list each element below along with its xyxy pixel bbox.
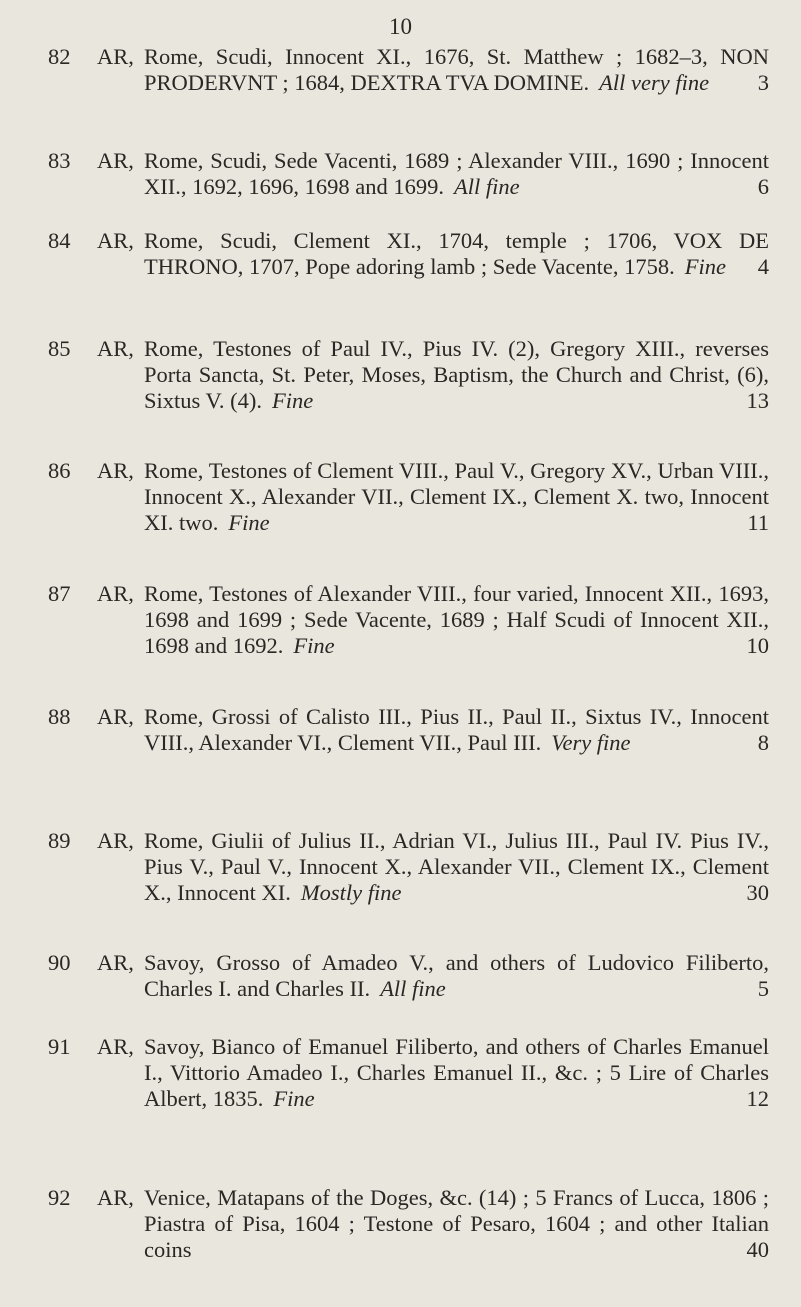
lot-price: 12 [746, 1086, 769, 1111]
lot-number: 92 [48, 1185, 71, 1210]
lot-description [144, 458, 769, 536]
lot-description [144, 1034, 769, 1112]
lot-number: 90 [48, 950, 71, 975]
lot-grade: Mostly fine [300, 880, 402, 905]
lot-number: 86 [48, 458, 71, 483]
lot-description [144, 828, 769, 906]
lot-grade: Fine [273, 1086, 315, 1111]
lot-grade: Fine [293, 633, 335, 658]
lot-grade: Fine [228, 510, 270, 535]
lot-price: 10 [746, 633, 769, 658]
lot-grade: Fine [271, 388, 314, 413]
lot-description [144, 148, 769, 200]
lot-text: Venice, Matapans of the Doges, &c. (14) ; 5 Francs of Lucca, 1806 ; Piastra of Pisa, 1604 ; Testone of Pesaro, 1604 ; and other Italian coins [144, 1185, 769, 1262]
lot-price: 3 [757, 70, 769, 95]
lot-metal: AR, [97, 44, 134, 69]
lot-number: 88 [48, 704, 71, 729]
lot-metal: AR, [97, 704, 134, 729]
lot-number: 85 [48, 336, 71, 361]
lot-grade: All fine [380, 976, 446, 1001]
lot-entry [0, 458, 801, 536]
lot-text: Rome, Testones of Clement VIII., Paul V., Gregory XV., Urban VIII., Innocent X., Alexander VII., Clement IX., Clement X. two, Innocent XI. two. [144, 458, 769, 535]
lot-metal: AR, [97, 950, 134, 975]
lot-number: 87 [48, 581, 71, 606]
lot-text: Rome, Testones of Alexander VIII., four varied, Innocent XII., 1693, 1698 and 1699 ; Sede Vacente, 1689 ; Half Scudi of Innocent XII., 1698 and 1692. [144, 581, 769, 658]
lot-description [144, 44, 769, 96]
lot-entry [0, 336, 801, 414]
lot-metal: AR, [97, 1185, 134, 1210]
lot-metal: AR, [97, 1034, 134, 1059]
lot-number: 84 [48, 228, 71, 253]
lot-entry [0, 148, 801, 200]
lot-metal: AR, [97, 148, 134, 173]
lot-entry [0, 950, 801, 1002]
lot-number: 83 [48, 148, 71, 173]
lot-text: Rome, Grossi of Calisto III., Pius II., Paul II., Sixtus IV., Innocent VIII., Alexander VI., Clement VII., Paul III. [144, 704, 769, 755]
lot-price: 8 [757, 730, 769, 755]
lot-number: 91 [48, 1034, 71, 1059]
lot-grade: Very fine [551, 730, 631, 755]
lot-description [144, 336, 769, 414]
lot-text: Savoy, Grosso of Amadeo V., and others of Ludovico Filiberto, Charles I. and Charles II. [144, 950, 769, 1001]
lot-text: Rome, Scudi, Clement XI., 1704, temple ; 1706, VOX DE THRONO, 1707, Pope adoring lamb ; Sede Vacente, 1758. [144, 228, 769, 279]
lot-price: 30 [746, 880, 769, 905]
lot-entry [0, 1034, 801, 1112]
lot-text: Rome, Scudi, Innocent XI., 1676, St. Matthew ; 1682–3, NON PRODERVNT ; 1684, DEXTRA TVA DOMINE. [144, 44, 769, 95]
lot-metal: AR, [97, 828, 134, 853]
lot-text: Rome, Scudi, Sede Vacenti, 1689 ; Alexander VIII., 1690 ; Innocent XII., 1692, 1696, 1698 and 1699. [144, 148, 769, 199]
lot-entry [0, 44, 801, 96]
lot-price: 5 [757, 976, 769, 1001]
lot-metal: AR, [97, 581, 134, 606]
lot-price: 6 [757, 174, 769, 199]
lot-number: 89 [48, 828, 71, 853]
page-number: 10 [389, 14, 412, 39]
lot-number: 82 [48, 44, 71, 69]
lot-text: Rome, Testones of Paul IV., Pius IV. (2), Gregory XIII., reverses Porta Sancta, St. Peter, Moses, Baptism, the Church and Christ, (6), Sixtus V. (4). [144, 336, 769, 413]
lot-entry [0, 581, 801, 659]
lot-description [144, 704, 769, 756]
lot-entry [0, 1185, 801, 1263]
lot-metal: AR, [97, 336, 134, 361]
lot-entry [0, 828, 801, 906]
lot-price: 4 [757, 254, 769, 279]
lot-price: 40 [746, 1237, 769, 1262]
lot-price: 13 [746, 388, 769, 413]
lot-grade: All very fine [599, 70, 710, 95]
lot-description [144, 950, 769, 1002]
lot-description [144, 1185, 769, 1263]
lot-entry [0, 704, 801, 756]
lot-description [144, 228, 769, 280]
lot-description [144, 581, 769, 659]
lot-metal: AR, [97, 458, 134, 483]
lot-grade: Fine [684, 254, 726, 279]
lot-text: Rome, Giulii of Julius II., Adrian VI., Julius III., Paul IV. Pius IV., Pius V., Paul V., Innocent X., Alexander VII., Clement IX., Clement X., Innocent XI. [144, 828, 769, 905]
lot-entry [0, 228, 801, 280]
lot-text: Savoy, Bianco of Emanuel Filiberto, and others of Charles Emanuel I., Vittorio Amadeo I., Charles Emanuel II., &c. ; 5 Lire of Charles Albert, 1835. [144, 1034, 769, 1111]
lot-metal: AR, [97, 228, 134, 253]
lot-price: 11 [747, 510, 769, 535]
lot-grade: All fine [453, 174, 520, 199]
